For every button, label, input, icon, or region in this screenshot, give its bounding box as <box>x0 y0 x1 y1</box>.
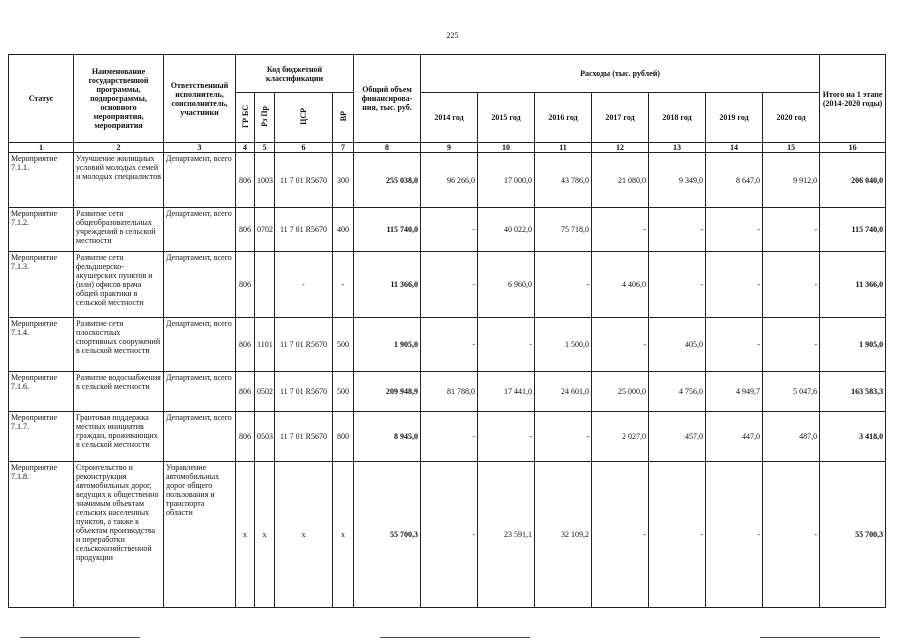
header-grbs: ГР БС <box>236 93 255 143</box>
row-vr: 500 <box>333 372 354 412</box>
row-year-value: 43 786,0 <box>535 153 592 208</box>
row-year-value: 405,0 <box>649 318 706 372</box>
row-year-value: - <box>763 462 820 608</box>
row-year-value: 8 647,0 <box>706 153 763 208</box>
row-csr: 11 7 01 R5670 <box>275 372 333 412</box>
row-name: Грантовая поддержка местных инициатив граждан, проживающих в сельской местности <box>74 412 164 462</box>
row-year-value: 4 756,0 <box>649 372 706 412</box>
header-year: 2015 год <box>478 93 535 143</box>
row-responsible: Департамент, всего <box>164 318 236 372</box>
row-year-value: 2 027,0 <box>592 412 649 462</box>
row-csr: 11 7 01 R5670 <box>275 208 333 252</box>
column-number: 13 <box>649 143 706 153</box>
row-rzpr: x <box>255 462 275 608</box>
row-year-value: 5 047,6 <box>763 372 820 412</box>
row-year-value: - <box>706 462 763 608</box>
row-csr: x <box>275 462 333 608</box>
row-vr: 300 <box>333 153 354 208</box>
row-grbs: 806 <box>236 208 255 252</box>
column-number: 11 <box>535 143 592 153</box>
row-year-value: 4 406,0 <box>592 252 649 318</box>
column-number: 1 <box>9 143 74 153</box>
row-total: 11 366,0 <box>354 252 421 318</box>
row-name: Развитие сети фельдшерско-акушерских пунктов и (или) офисов врача общей практики в сельской местности <box>74 252 164 318</box>
header-rzpr: Рз Пр <box>255 93 275 143</box>
row-year-value: - <box>763 252 820 318</box>
row-year-value: - <box>649 462 706 608</box>
row-csr: 11 7 01 R5670 <box>275 412 333 462</box>
table-row <box>9 372 886 412</box>
row-year-value: - <box>706 252 763 318</box>
row-year-value: - <box>706 208 763 252</box>
row-csr: 11 7 01 R5670 <box>275 153 333 208</box>
table-row <box>9 252 886 318</box>
column-number: 12 <box>592 143 649 153</box>
row-year-value: 9 349,0 <box>649 153 706 208</box>
row-status: Мероприятие 7.1.4. <box>9 318 74 372</box>
column-number: 16 <box>820 143 886 153</box>
row-year-value: 4 949,7 <box>706 372 763 412</box>
row-stage-total: 1 905,0 <box>820 318 886 372</box>
header-year: 2020 год <box>763 93 820 143</box>
row-rzpr: 0702 <box>255 208 275 252</box>
row-responsible: Департамент, всего <box>164 252 236 318</box>
row-year-value: 96 266,0 <box>421 153 478 208</box>
row-year-value: - <box>592 208 649 252</box>
row-name: Развитие сети плоскостных спортивных сооружений в сельской местности <box>74 318 164 372</box>
row-year-value: 17 441,0 <box>478 372 535 412</box>
row-year-value: - <box>763 318 820 372</box>
row-csr: 11 7 01 R5670 <box>275 318 333 372</box>
header-stage-total: Итого на 1 этапе (2014-2020 годы) <box>820 55 886 143</box>
row-total: 115 740,0 <box>354 208 421 252</box>
row-stage-total: 163 583,3 <box>820 372 886 412</box>
row-vr: - <box>333 252 354 318</box>
row-vr: 800 <box>333 412 354 462</box>
row-year-value: - <box>421 252 478 318</box>
row-total: 209 948,9 <box>354 372 421 412</box>
header-responsible: Ответственный исполнитель, соисполнитель, участники <box>164 55 236 143</box>
row-status: Мероприятие 7.1.6. <box>9 372 74 412</box>
row-year-value: - <box>649 208 706 252</box>
row-vr: 500 <box>333 318 354 372</box>
row-year-value: 9 912,0 <box>763 153 820 208</box>
row-total: 55 700,3 <box>354 462 421 608</box>
row-year-value: - <box>421 412 478 462</box>
row-year-value: 24 601,0 <box>535 372 592 412</box>
row-total: 8 945,0 <box>354 412 421 462</box>
header-year: 2016 год <box>535 93 592 143</box>
row-responsible: Департамент, всего <box>164 153 236 208</box>
row-stage-total: 206 040,0 <box>820 153 886 208</box>
row-year-value: 23 591,1 <box>478 462 535 608</box>
row-year-value: - <box>649 252 706 318</box>
header-year: 2018 год <box>649 93 706 143</box>
row-rzpr <box>255 252 275 318</box>
row-grbs: x <box>236 462 255 608</box>
row-year-value: 75 718,0 <box>535 208 592 252</box>
row-status: Мероприятие 7.1.8. <box>9 462 74 608</box>
row-status: Мероприятие 7.1.3. <box>9 252 74 318</box>
row-rzpr: 0503 <box>255 412 275 462</box>
column-number: 15 <box>763 143 820 153</box>
row-rzpr: 1003 <box>255 153 275 208</box>
column-number: 10 <box>478 143 535 153</box>
header-year: 2014 год <box>421 93 478 143</box>
row-responsible: Департамент, всего <box>164 372 236 412</box>
row-stage-total: 115 740,0 <box>820 208 886 252</box>
row-year-value: 17 000,0 <box>478 153 535 208</box>
row-year-value: 487,0 <box>763 412 820 462</box>
column-number: 3 <box>164 143 236 153</box>
header-csr: ЦСР <box>275 93 333 143</box>
row-year-value: 25 000,0 <box>592 372 649 412</box>
row-stage-total: 11 366,0 <box>820 252 886 318</box>
row-year-value: - <box>421 318 478 372</box>
row-grbs: 806 <box>236 372 255 412</box>
row-name: Строительство и реконструкция автомобильных дорог, ведущих к общественно значимым объектам сельских населенных пунктов, а также к объектам производства и переработки сельскохозяйственной продукции <box>74 462 164 608</box>
row-stage-total: 55 700,3 <box>820 462 886 608</box>
row-total: 1 905,0 <box>354 318 421 372</box>
row-year-value: - <box>535 412 592 462</box>
column-number: 2 <box>74 143 164 153</box>
row-year-value: 6 960,0 <box>478 252 535 318</box>
row-name: Развитие водоснабжения в сельской местности <box>74 372 164 412</box>
row-grbs: 806 <box>236 252 255 318</box>
header-program-name: Наименование государственной программы, подпрограммы, основного мероприятия, мероприятия <box>74 55 164 143</box>
row-total: 255 038,0 <box>354 153 421 208</box>
page-number: 225 <box>446 31 459 40</box>
row-vr: x <box>333 462 354 608</box>
row-status: Мероприятие 7.1.2. <box>9 208 74 252</box>
row-year-value: - <box>421 208 478 252</box>
header-year: 2019 год <box>706 93 763 143</box>
row-responsible: Управление автомобильных дорог общего пользования и транспорта области <box>164 462 236 608</box>
header-total-volume: Общий объем финансирова-ния, тыс. руб. <box>354 55 421 143</box>
header-expenses: Расходы (тыс. рублей) <box>421 55 820 93</box>
row-name: Развитие сети общеобразовательных учреждений в сельской местности <box>74 208 164 252</box>
table-row <box>9 318 886 372</box>
table-row <box>9 153 886 208</box>
column-number: 5 <box>255 143 275 153</box>
column-number: 9 <box>421 143 478 153</box>
row-year-value: - <box>535 252 592 318</box>
row-name: Улучшение жилищных условий молодых семей и молодых специалистов <box>74 153 164 208</box>
row-year-value: 32 109,2 <box>535 462 592 608</box>
row-grbs: 806 <box>236 153 255 208</box>
header-vr: ВР <box>333 93 354 143</box>
row-stage-total: 3 418,0 <box>820 412 886 462</box>
footer-rule <box>760 637 880 638</box>
column-number-row <box>9 143 886 153</box>
row-status: Мероприятие 7.1.7. <box>9 412 74 462</box>
header-year: 2017 год <box>592 93 649 143</box>
footer-rule <box>380 637 530 638</box>
table-row <box>9 208 886 252</box>
header-status: Статус <box>9 55 74 143</box>
row-year-value: - <box>478 318 535 372</box>
header-budget-class: Код бюджетной классификации <box>236 55 354 93</box>
row-responsible: Департамент, всего <box>164 208 236 252</box>
row-year-value: - <box>706 318 763 372</box>
row-year-value: - <box>592 462 649 608</box>
table-row <box>9 412 886 462</box>
row-year-value: 447,0 <box>706 412 763 462</box>
row-year-value: 21 080,0 <box>592 153 649 208</box>
row-year-value: - <box>763 208 820 252</box>
column-number: 4 <box>236 143 255 153</box>
row-responsible: Департамент, всего <box>164 412 236 462</box>
row-grbs: 806 <box>236 318 255 372</box>
table-row <box>9 462 886 608</box>
row-status: Мероприятие 7.1.1. <box>9 153 74 208</box>
column-number: 14 <box>706 143 763 153</box>
row-year-value: - <box>421 462 478 608</box>
budget-table <box>8 54 886 608</box>
row-year-value: - <box>478 412 535 462</box>
row-year-value: 81 788,0 <box>421 372 478 412</box>
column-number: 8 <box>354 143 421 153</box>
row-year-value: 457,0 <box>649 412 706 462</box>
row-vr: 400 <box>333 208 354 252</box>
footer-rule <box>20 637 140 638</box>
column-number: 6 <box>275 143 333 153</box>
row-csr: - <box>275 252 333 318</box>
row-year-value: 1 500,0 <box>535 318 592 372</box>
row-year-value: - <box>592 318 649 372</box>
row-rzpr: 1101 <box>255 318 275 372</box>
row-year-value: 40 022,0 <box>478 208 535 252</box>
row-rzpr: 0502 <box>255 372 275 412</box>
row-grbs: 806 <box>236 412 255 462</box>
column-number: 7 <box>333 143 354 153</box>
